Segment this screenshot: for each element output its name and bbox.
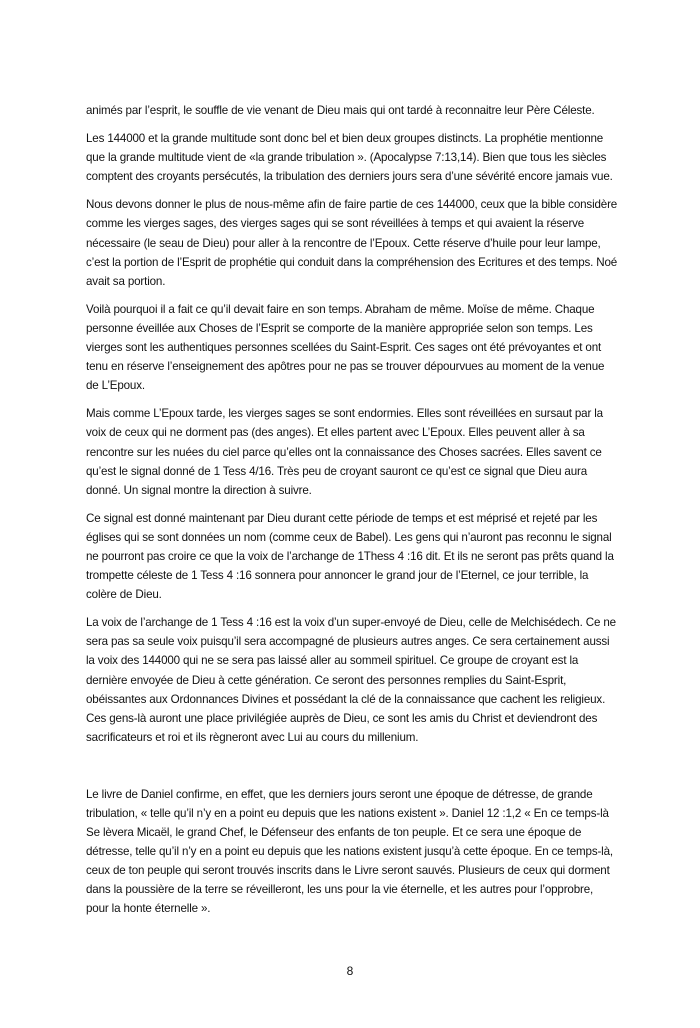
- paragraph-8: Le livre de Daniel confirme, en effet, que les derniers jours seront une époque de détresse, de grande tribulation, « telle qu’il n’y en a point eu depuis que les nations existent ». Daniel 12 :1,2 « En ce temps-là Se lèvera Micaël, le grand Chef, le Défenseur des enfants de ton peuple. Et ce sera une époque de détresse, telle qu’il n’y en a point eu depuis que les nations existent jusqu’à cette époque. En ce temps-là, ceux de ton peuple qui seront trouvés inscrits dans le Livre seront sauvés. Plusieurs de ceux qui dorment dans la poussière de la terre se réveilleront, les uns pour la vie éternelle, et les autres pour l’opprobre, pour la honte éternelle ».: [86, 787, 613, 916]
- document-body: [86, 101, 618, 928]
- page-number: 8: [346, 964, 354, 978]
- paragraph-2: Les 144000 et la grande multitude sont donc bel et bien deux groupes distincts. La prophétie mentionne que la grande multitude vient de «la grande tribulation ». (Apocalypse 7:13,14). Bien que tous les siècles comptent des croyants persécutés, la tribulation des derniers jours sera d’une sévérité encore jamais vue.: [86, 132, 613, 184]
- paragraph-6: Ce signal est donné maintenant par Dieu durant cette période de temps et est méprisé et rejeté par les églises qui se sont données un nom (comme ceux de Babel). Les gens qui n’auront pas reconnu le signal ne pourront pas croire ce que la voix de l’archange de 1Thess 4 :16 dit. Et ils ne seront pas prêts quand la trompette céleste de 1 Tess 4 :16 sonnera pour annoncer le grand jour de l’Eternel, ce jour terrible, la colère de Dieu.: [86, 511, 614, 602]
- paragraph-3: Nous devons donner le plus de nous-même afin de faire partie de ces 144000, ceux que la bible considère comme les vierges sages, des vierges sages qui se sont réveillées à temps et qui avaient la réserve nécessaire (le seau de Dieu) pour aller à la rencontre de l’Epoux. Cette réserve d’huile pour leur lampe, c’est la portion de l’Esprit de prophétie qui conduit dans la compréhension des Ecritures et des temps. Noé avait sa portion.: [86, 198, 618, 288]
- paragraph-7: La voix de l’archange de 1 Tess 4 :16 est la voix d’un super-envoyé de Dieu, celle de Melchisédech. Ce ne sera pas sa seule voix puisqu’il sera accompagné de plusieurs autres anges. Ce sera certainement aussi la voix des 144000 qui ne se sera pas laissé aller au sommeil spirituel. Ce groupe de croyant est la dernière envoyée de Dieu à cette génération. Ce seront des personnes remplies du Saint-Esprit, obéissantes aux Ordonnances Divines et possédant la clé de la connaissance que cachent les religieux. Ces gens-là auront une place privilégiée auprès de Dieu, ce sont les amis du Christ et deviendront des sacrificateurs et roi et ils règneront avec Lui au cours du millenium.: [86, 616, 616, 744]
- paragraph-5: Mais comme L’Epoux tarde, les vierges sages se sont endormies. Elles sont réveillées en sursaut par la voix de ceux qui ne dorment pas (des anges). Et elles partent avec L’Epoux. Elles peuvent aller à sa rencontre sur les nuées du ciel parce qu’elles ont la connaissance des Choses sacrées. Elles savent ce qu’est le signal donné de 1 Tess 4/16. Très peu de croyant sauront ce qu’est ce signal que Dieu aura donné. Un signal montre la direction à suivre.: [86, 407, 603, 497]
- paragraph-1: animés par l’esprit, le souffle de vie venant de Dieu mais qui ont tardé à reconnaitre leur Père Céleste.: [86, 104, 595, 117]
- paragraph-4: Voilà pourquoi il a fait ce qu’il devait faire en son temps. Abraham de même. Moïse de même. Chaque personne éveillée aux Choses de l’Esprit se comporte de la manière appropriée selon son temps. Les vierges sont les authentiques personnes scellées du Saint-Esprit. Ces sages ont été prévoyantes et ont tenu en réserve l’enseignement des apôtres pour ne pas se trouver dépourvues au moment de la venue de L’Epoux.: [86, 302, 605, 393]
